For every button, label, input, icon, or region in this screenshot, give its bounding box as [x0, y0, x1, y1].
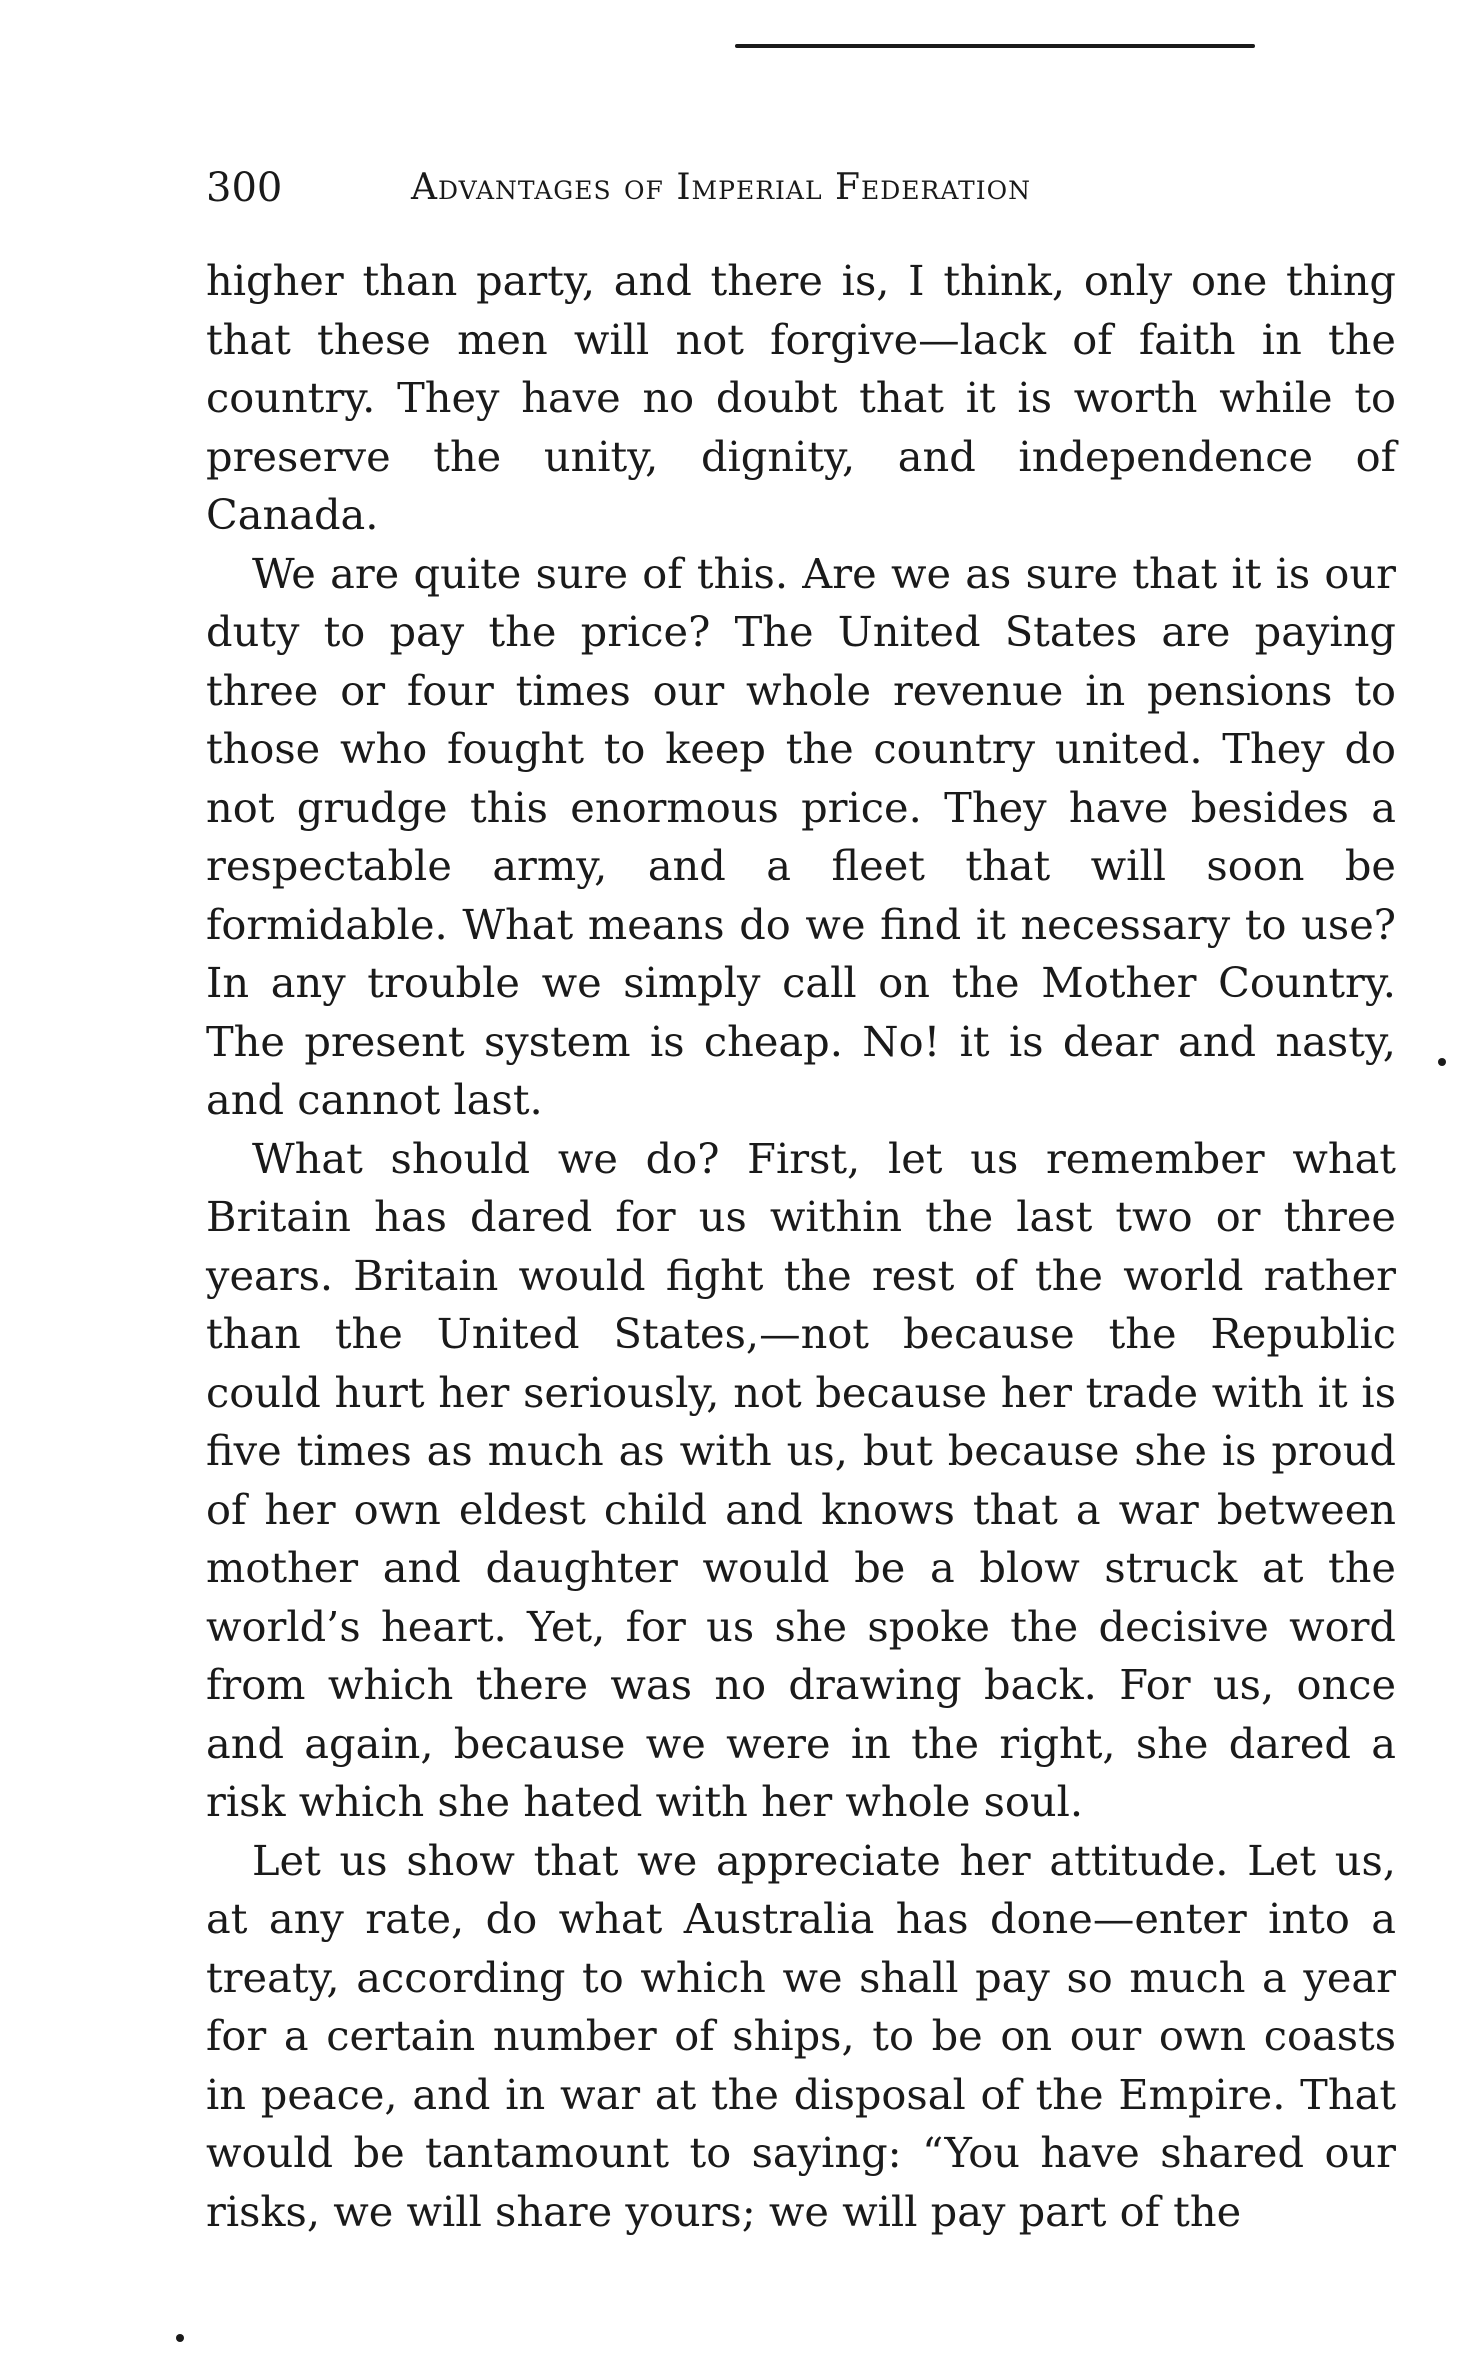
paragraph: Let us show that we appreciate her attitude. Let us, at any rate, do what Australia has done—enter into a treaty, according to which we shall pay so much a year for a certain number of ships, to be on our own coasts in peace, and in war at the disposal of the Empire. That would be tantamount to saying: “You have shared our risks, we will share yours; we will pay part of the — [206, 1835, 1396, 2236]
paragraph: We are quite sure of this. Are we as sure that it is our duty to pay the price? The United States are paying three or four times our whole revenue in pensions to those who fought to keep the country united. They do not grudge this enormous price. They have besides a respectable army, and a fleet that will soon be formidable. What means do we find it necessary to use? In any trouble we simply call on the Mother Country. The present system is cheap. No! it is dear and nasty, and cannot last. — [206, 548, 1396, 1124]
page-header — [206, 160, 1406, 216]
body-text — [206, 252, 1396, 2241]
ink-speck — [1438, 1058, 1446, 1066]
top-rule — [735, 44, 1255, 48]
running-title: Advantages of Imperial Federation — [411, 167, 1031, 208]
ink-speck — [176, 2334, 184, 2342]
paragraph: What should we do? First, let us remember what Britain has dared for us within the last two or three years. Britain would fight the rest of the world rather than the United States,—not because the Republic could hurt her seriously, not because her trade with it is five times as much as with us, but because she is proud of her own eldest child and knows that a war between mother and daughter would be a blow struck at the world’s heart. Yet, for us she spoke the decisive word from which there was no drawing back. For us, once and again, because we were in the right, she dared a risk which she hated with her whole soul. — [206, 1133, 1396, 1826]
page-number: 300 — [206, 165, 283, 211]
paragraph: higher than party, and there is, I think, only one thing that these men will not forgive—lack of faith in the country. They have no doubt that it is worth while to preserve the unity, dignity, and independence of Canada. — [206, 256, 1396, 539]
